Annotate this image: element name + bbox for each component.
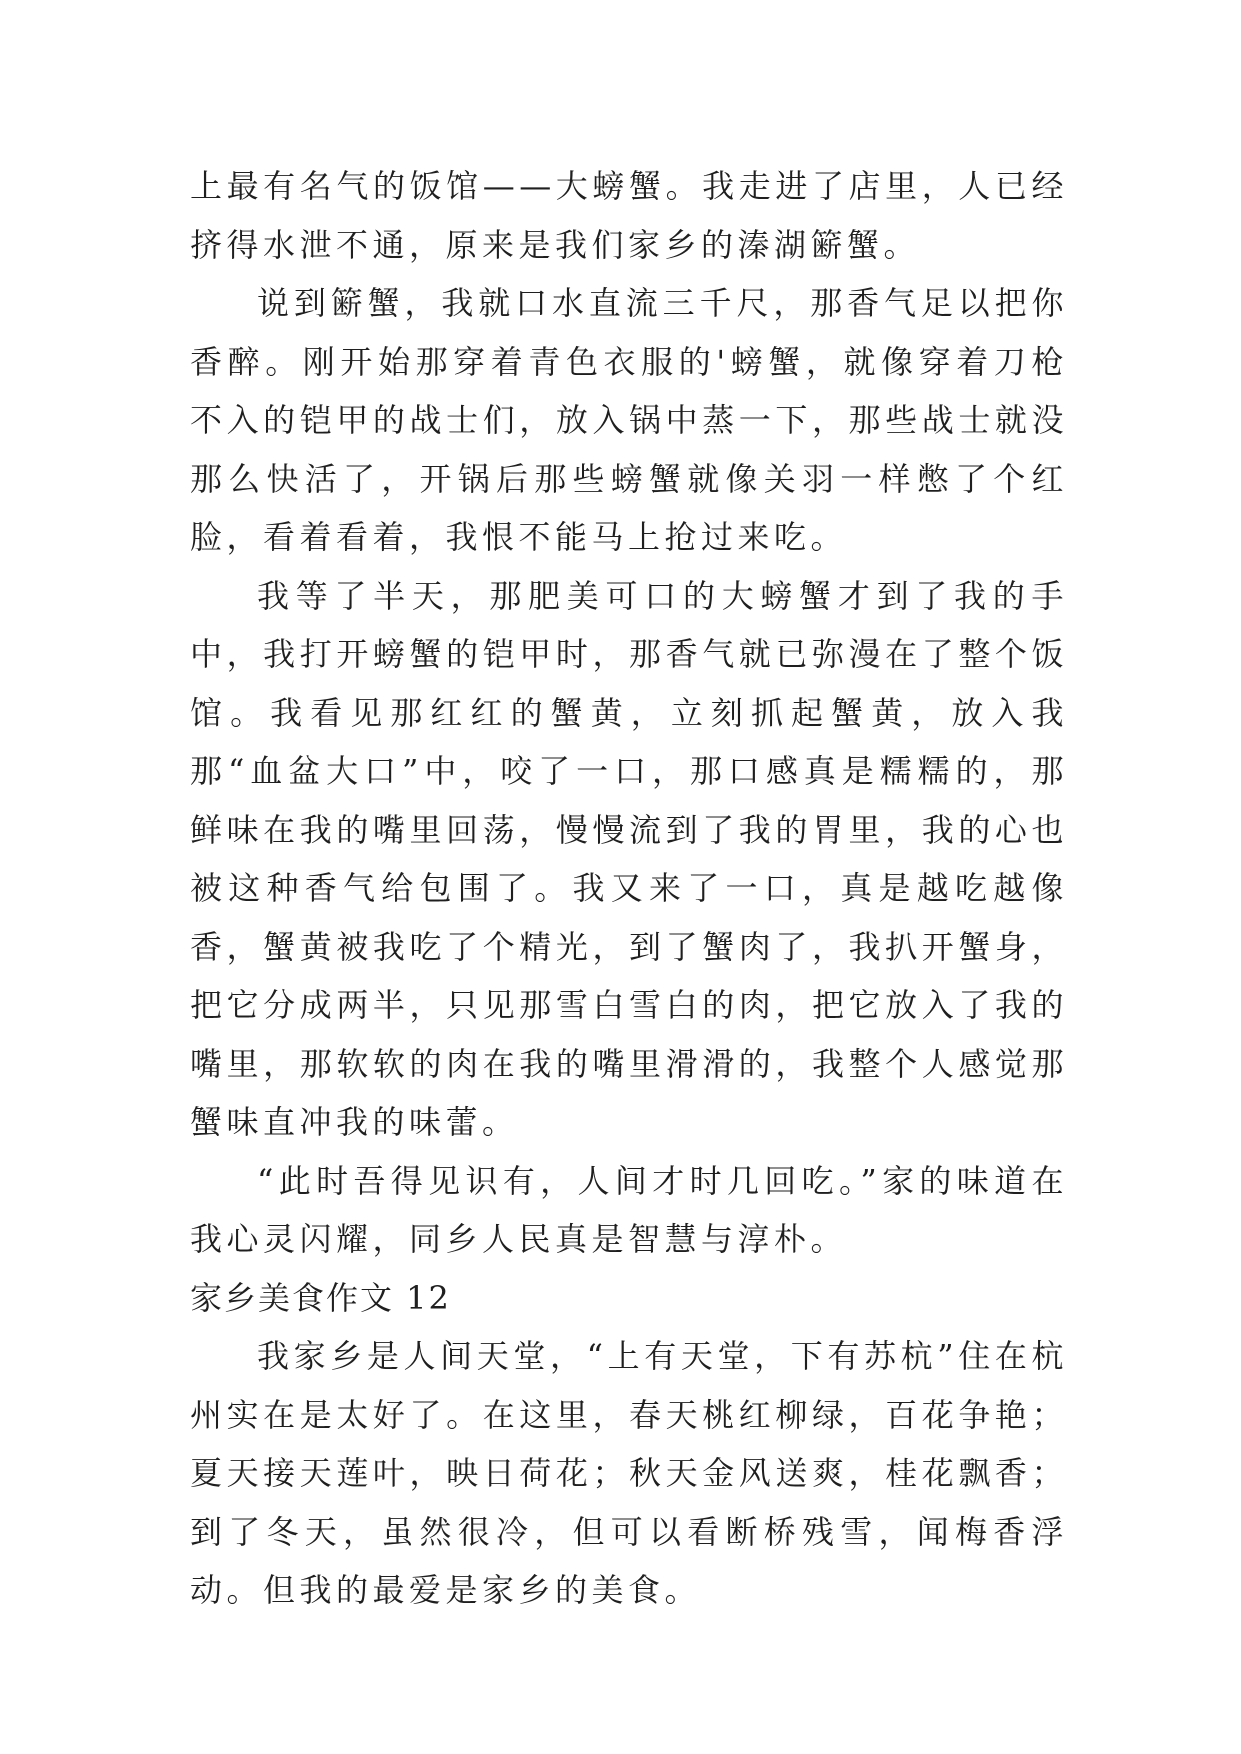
paragraph-conclusion: “此时吾得见识有，人间才时几回吃。”家的味道在我心灵闪耀，同乡人民真是智慧与淳朴。	[190, 1161, 1068, 1258]
paragraph-eating-crab: 我等了半天，那肥美可口的大螃蟹才到了我的手中，我打开螃蟹的铠甲时，那香气就已弥漫在了整个饭馆。我看见那红红的蟹黄，立刻抓起蟹黄，放入我那“血盆大口”中，咬了一口，那口感真是糯糯的，那鲜味在我的嘴里回荡，慢慢流到了我的胃里，我的心也被这种香气给包围了。我又来了一口，真是越吃越像香，蟹黄被我吃了个精光，到了蟹肉了，我扒开蟹身，把它分成两半，只见那雪白雪白的肉，把它放入了我的嘴里，那软软的肉在我的嘴里滑滑的，我整个人感觉那蟹味直冲我的味蕾。	[190, 576, 1068, 1141]
paragraph-hangzhou: 我家乡是人间天堂，“上有天堂，下有苏杭”住在杭州实在是太好了。在这里，春天桃红柳绿，百花争艳；夏天接天莲叶，映日荷花；秋天金风送爽，桂花飘香；到了冬天，虽然很冷，但可以看断桥残雪，闻梅香浮动。但我的最爱是家乡的美食。	[190, 1337, 1068, 1609]
section-title: 家乡美食作文 12	[190, 1278, 451, 1317]
document-body	[190, 157, 1068, 1620]
paragraph-continued: 上最有名气的饭馆——大螃蟹。我走进了店里，人已经挤得水泄不通，原来是我们家乡的溱湖簖蟹。	[190, 167, 1068, 264]
paragraph-crab-intro: 说到簖蟹，我就口水直流三千尺，那香气足以把你香醉。刚开始那穿着青色衣服的'螃蟹，就像穿着刀枪不入的铠甲的战士们，放入锅中蒸一下，那些战士就没那么快活了，开锅后那些螃蟹就像关羽一样憋了个红脸，看着看着，我恨不能马上抢过来吃。	[190, 284, 1068, 556]
